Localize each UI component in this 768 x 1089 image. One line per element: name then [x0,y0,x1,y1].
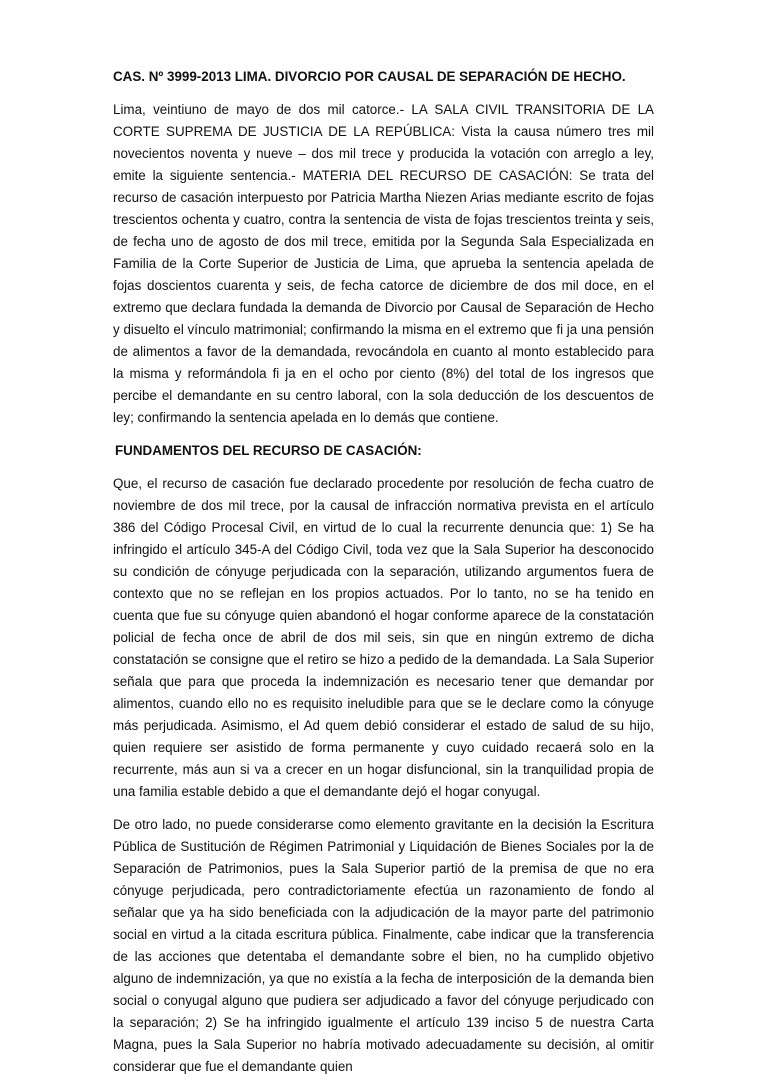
section-title-fundamentos: FUNDAMENTOS DEL RECURSO DE CASACIÓN: [115,443,422,458]
paragraph-otro-lado: De otro lado, no puede considerarse como elemento gravitante en la decisión la Escritura Pública de Sustitución de Régimen Patrimonial y Liquidación de Bienes Sociales por la de Separación de Patrimonios, pues la Sala Superior partió de la premisa de que no era cónyuge perjudicada, pero contradictoriamente efectúa un razonamiento de fondo al señalar que ya ha sido beneficiada con la adjudicación de la mayor parte del patrimonio social en virtud a la citada escritura pública. Finalmente, cabe indicar que la transferencia de las acciones que detentaba el demandante sobre el bien, no ha cumplido objetivo alguno de indemnización, ya que no existía a la fecha de interposición de la demanda bien social o conyugal alguno que pudiera ser adjudicado a favor del cónyuge perjudicado con la separación; 2) Se ha infringido igualmente el artículo 139 inciso 5 de nuestra Carta Magna, pues la Sala Superior no habría motivado adecuadamente su decisión, al omitir considerar que fue el demandante quien [113,817,654,1074]
document-body [113,66,654,1089]
case-title: CAS. Nº 3999-2013 LIMA. DIVORCIO POR CAUSAL DE SEPARACIÓN DE HECHO. [113,69,626,84]
paragraph-fundamentos: Que, el recurso de casación fue declarado procedente por resolución de fecha cuatro de noviembre de dos mil trece, por la causal de infracción normativa prevista en el artículo 386 del Código Procesal Civil, en virtud de lo cual la recurrente denuncia que: 1) Se ha infringido el artículo 345-A del Código Civil, toda vez que la Sala Superior ha desconocido su condición de cónyuge perjudicada con la separación, utilizando argumentos fuera de contexto que no se reflejan en los propios actuados. Por lo tanto, no se ha tenido en cuenta que fue su cónyuge quien abandonó el hogar conforme aparece de la constatación policial de fecha once de abril de dos mil seis, sin que en ningún extremo de dicha constatación se consigne que el retiro se hizo a pedido de la demandada. La Sala Superior señala que para que proceda la indemnización es necesario tener que demandar por alimentos, cuando ello no es requisito ineludible para que se le declare como la cónyuge más perjudicada. Asimismo, el Ad quem debió considerar el estado de salud de su hijo, quien requiere ser asistido de forma permanente y cuyo cuidado recaerá solo en la recurrente, más aun si va a crecer en un hogar disfuncional, sin la tranquilidad propia de una familia estable debido a que el demandante dejó el hogar conyugal. [113,476,654,799]
paragraph-opening: Lima, veintiuno de mayo de dos mil catorce.- LA SALA CIVIL TRANSITORIA DE LA CORTE SUPREMA DE JUSTICIA DE LA REPÚBLICA: Vista la causa número tres mil novecientos noventa y nueve – dos mil trece y producida la votación con arreglo a ley, emite la siguiente sentencia.- MATERIA DEL RECURSO DE CASACIÓN: Se trata del recurso de casación interpuesto por Patricia Martha Niezen Arias mediante escrito de fojas trescientos ochenta y cuatro, contra la sentencia de vista de fojas trescientos treinta y seis, de fecha uno de agosto de dos mil trece, emitida por la Segunda Sala Especializada en Familia de la Corte Superior de Justicia de Lima, que aprueba la sentencia apelada de fojas doscientos cuarenta y seis, de fecha catorce de diciembre de dos mil doce, en el extremo que declara fundada la demanda de Divorcio por Causal de Separación de Hecho y disuelto el vínculo matrimonial; confirmando la misma en el extremo que fi ja una pensión de alimentos a favor de la demandada, revocándola en cuanto al monto establecido para la misma y reformándola fi ja en el ocho por ciento (8%) del total de los ingresos que percibe el demandante en su centro laboral, con la sola deducción de los descuentos de ley; confirmando la sentencia apelada en lo demás que contiene. [113,102,654,425]
